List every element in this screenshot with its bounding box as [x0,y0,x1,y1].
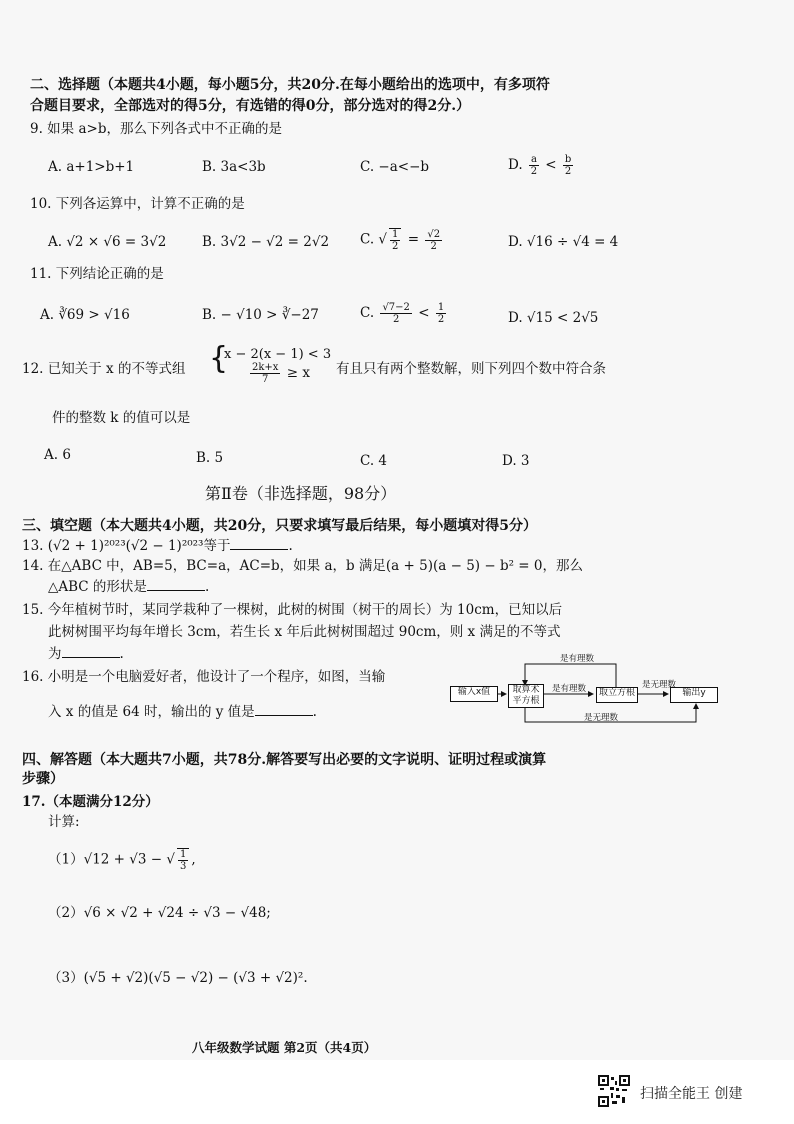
q11-stem: 11. 下列结论正确的是 [30,266,164,282]
flow-label-irrational-mid: 是无理数 [642,680,677,690]
q11-option-c: C. $\frac{√7-2}{2}$ < $\frac{1}{2}$ [360,302,445,325]
section3-header: 三、填空题（本大题共4小题，共20分，只要求填写最后结果，每小题填对得5分） [22,518,537,534]
flow-label-rational-mid: 是有理数 [552,684,587,694]
answer-blank [255,703,313,716]
part2-title: 第Ⅱ卷（非选择题，98分） [205,484,397,503]
q17-part1: （1）√12 + √3 − √ $\frac{1}{3}$ , [48,849,196,872]
q9-option-d: D. $\frac{a}{2}$ < $\frac{b}{2}$ [508,154,572,177]
q12-option-a: A. 6 [44,447,71,463]
q15-line3: 为 . [48,646,124,662]
q10-stem: 10. 下列各运算中，计算不正确的是 [30,196,245,212]
q10-option-b: B. 3√2 − √2 = 2√2 [202,234,330,250]
flow-label-irrational-bottom: 是无理数 [584,713,619,723]
q12-stem-a: 12. 已知关于 x 的不等式组 [22,361,186,377]
flow-cube-box: 取立方根 [596,687,638,703]
q17-title: 17.（本题满分12分） [22,794,159,810]
flow-output-box: 输出y [670,687,718,703]
q10-option-c: C. √ $\frac{1}{2}$ = $\frac{√2}{2}$ [360,228,441,252]
q11-option-b: B. − √10 > ∛−27 [202,307,319,323]
answer-blank [230,537,288,550]
qr-code-icon [598,1075,630,1107]
q10-option-a: A. √2 × √6 = 3√2 [48,234,167,250]
q14-line1: 14. 在△ABC 中，AB=5，BC=a，AC=b，如果 a，b 满足(a + 5)(a − 5) − b² = 0，那么 [22,558,583,574]
q11-option-d: D. √15 < 2√5 [508,310,599,326]
q12-system-line1: x − 2(x − 1) < 3 [224,347,332,362]
q16-line2: 入 x 的值是 64 时，输出的 y 值是 . [48,704,317,720]
q13-text: 13. (√2 + 1)²⁰²³(√2 − 1)²⁰²³等于 . [22,538,293,554]
q17-instruction: 计算: [48,814,80,830]
q12-stem-b: 有且只有两个整数解，则下列四个数中符合条 [336,361,606,377]
q17-part3: （3）(√5 + √2)(√5 − √2) − (√3 + √2)². [48,970,308,986]
page-footer: 八年级数学试题 第2页（共4页） [192,1040,377,1055]
q16-line1: 16. 小明是一个电脑爱好者，他设计了一个程序，如图，当输 [22,669,386,685]
section2-header-line1: 二、选择题（本题共4小题，每小题5分，共20分.在每小题给出的选项中，有多项符 [30,77,550,93]
section4-header-line2: 步骤） [22,771,64,787]
flow-sqrt-box: 取算术 平方根 [508,684,544,708]
q14-line2: △ABC 的形状是 . [48,579,210,595]
q12-stem-c: 件的整数 k 的值可以是 [52,410,191,426]
flow-label-rational-top: 是有理数 [560,654,595,664]
program-flowchart [450,650,718,728]
answer-blank [62,645,120,658]
brace-icon: { [209,341,229,376]
scanner-watermark: 扫描全能王 创建 [640,1086,743,1102]
q12-option-b: B. 5 [196,450,224,466]
q15-line2: 此树树围平均每年增长 3cm，若生长 x 年后此树树围超过 90cm，则 x 满足的不等式 [48,624,561,640]
q12-option-c: C. 4 [360,453,388,469]
q15-line1: 15. 今年植树节时，某同学栽种了一棵树，此树的树围（树干的周长）为 10cm，已知以后 [22,602,563,618]
q17-part2: （2）√6 × √2 + √24 ÷ √3 − √48; [48,905,271,921]
flow-input-box: 输入x值 [450,686,498,702]
q9-option-a: A. a+1>b+1 [48,159,135,175]
q10-option-d: D. √16 ÷ √4 = 4 [508,234,619,250]
q12-option-d: D. 3 [502,453,530,469]
section4-header-line1: 四、解答题（本大题共7小题，共78分.解答要写出必要的文字说明、证明过程或演算 [22,752,547,768]
q12-system-line2: $\frac{2k+x}{7}$ ≥ x [252,362,310,385]
section2-header-line2: 合题目要求，全部选对的得5分，有选错的得0分，部分选对的得2分.） [30,98,471,114]
q11-option-a: A. ∛69 > √16 [40,307,130,323]
q9-stem: 9. 如果 a>b，那么下列各式中不正确的是 [30,121,282,137]
q9-option-b: B. 3a<3b [202,159,266,175]
q9-option-c: C. −a<−b [360,159,430,175]
answer-blank [147,578,205,591]
